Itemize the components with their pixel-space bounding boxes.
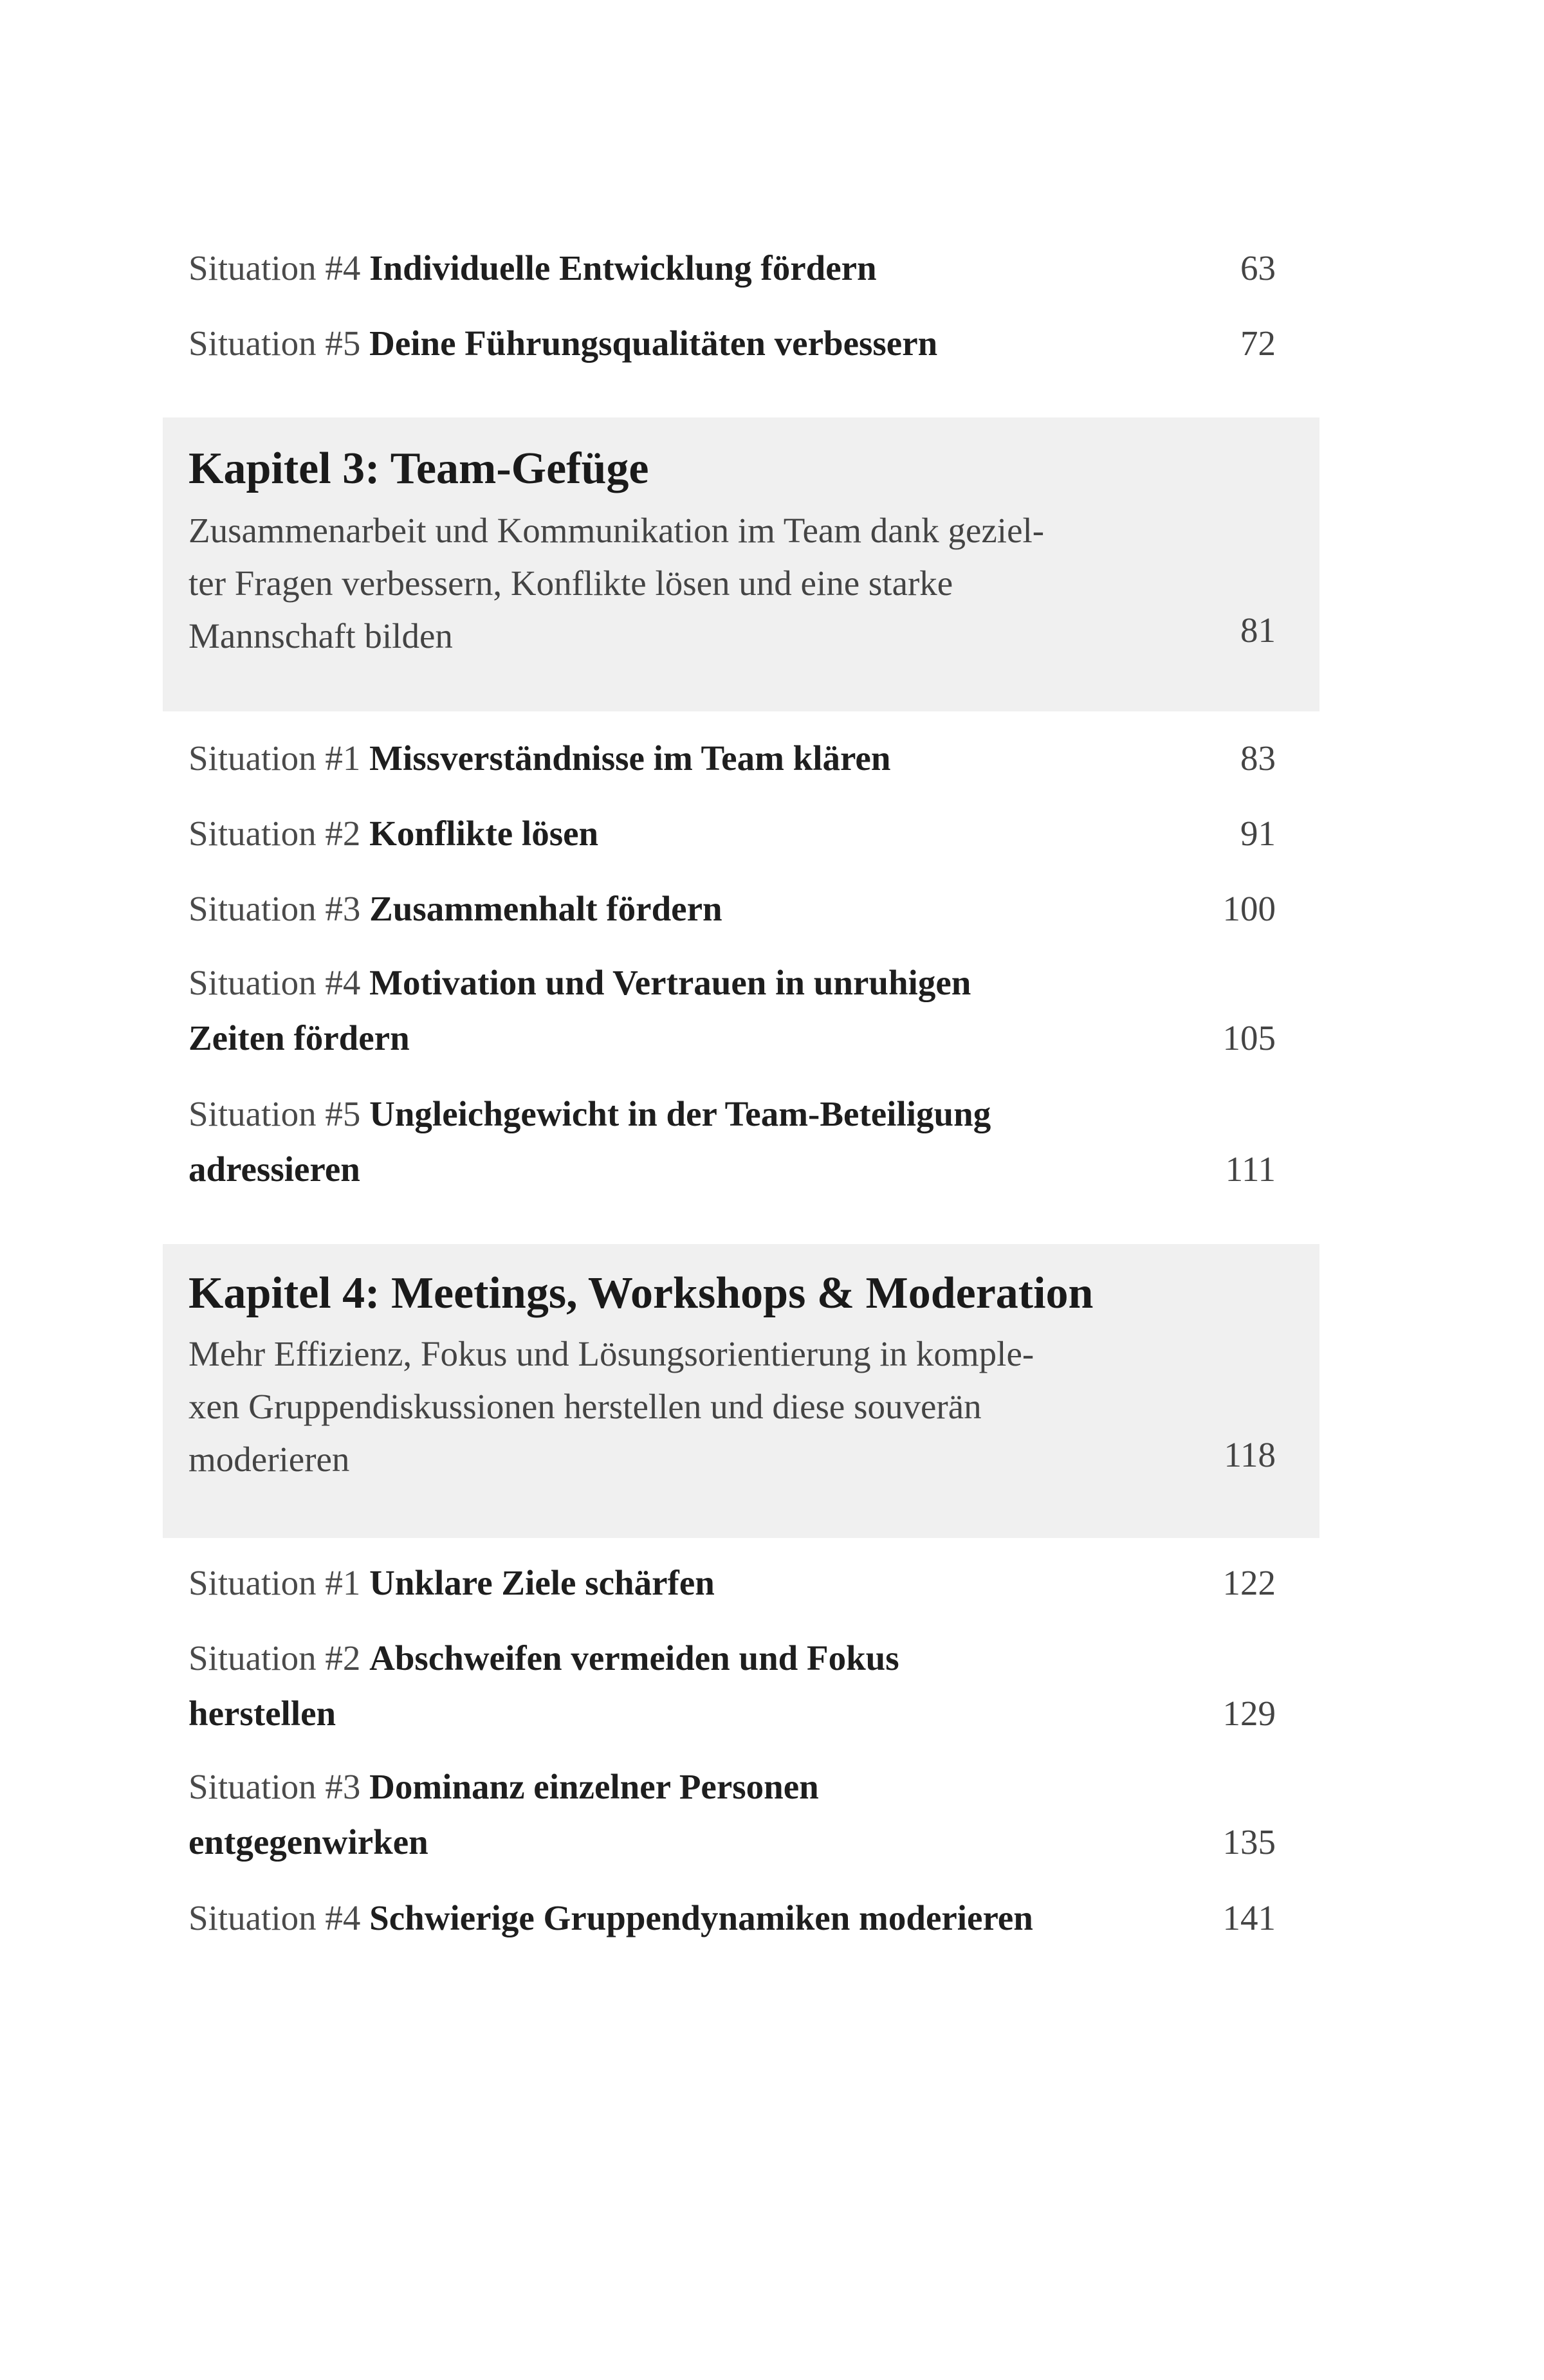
entry-title: Dominanz einzelner Personen entgegenwirken xyxy=(188,1767,819,1862)
toc-entry[interactable] xyxy=(188,1759,1276,1870)
entry-page: 111 xyxy=(1225,1149,1276,1189)
chapter-description: Zusammenarbeit und Kommunikation im Team dank geziel- ter Fragen verbessern, Konflikte lösen und eine starke Mannschaft bilden xyxy=(188,511,1045,655)
entry-title: Unklare Ziele schärfen xyxy=(369,1563,715,1602)
entry-label: Situation #1 xyxy=(188,738,361,778)
toc-entry[interactable] xyxy=(188,1631,1276,1741)
toc-entry[interactable] xyxy=(188,1086,1276,1197)
toc-entry[interactable] xyxy=(188,881,1276,937)
chapter-page: 81 xyxy=(1240,610,1276,650)
entry-page: 63 xyxy=(1240,248,1276,288)
entry-title: Schwierige Gruppendynamiken moderieren xyxy=(369,1898,1033,1937)
chapter-4-header[interactable] xyxy=(163,1244,1319,1538)
toc-entry[interactable] xyxy=(188,1555,1276,1611)
entry-page: 105 xyxy=(1222,1018,1276,1057)
entry-label: Situation #5 xyxy=(188,324,361,363)
entry-title: Abschweifen vermeiden und Fokus herstellen xyxy=(188,1638,899,1733)
toc-entry[interactable] xyxy=(188,1890,1276,1946)
entry-label: Situation #2 xyxy=(188,1638,361,1678)
entry-label: Situation #4 xyxy=(188,1898,361,1937)
entry-title: Zusammenhalt fördern xyxy=(369,889,722,928)
entry-label: Situation #4 xyxy=(188,248,361,288)
entry-label: Situation #1 xyxy=(188,1563,361,1602)
entry-page: 122 xyxy=(1222,1563,1276,1602)
entry-page: 83 xyxy=(1240,738,1276,778)
toc-entry[interactable] xyxy=(188,241,1276,296)
toc-entry[interactable] xyxy=(188,806,1276,861)
entry-page: 91 xyxy=(1240,814,1276,853)
entry-page: 135 xyxy=(1222,1822,1276,1862)
entry-label: Situation #3 xyxy=(188,889,361,928)
toc-entry[interactable] xyxy=(188,955,1276,1066)
entry-page: 100 xyxy=(1222,889,1276,928)
entry-page: 129 xyxy=(1222,1694,1276,1733)
toc-entry[interactable] xyxy=(188,316,1276,371)
entry-title: Deine Führungsqualitäten verbessern xyxy=(369,324,938,363)
chapter-3-header[interactable] xyxy=(163,417,1319,711)
chapter-title: Kapitel 3: Team-Gefüge xyxy=(188,444,649,493)
entry-title: Individuelle Entwicklung fördern xyxy=(369,248,877,288)
chapter-page: 118 xyxy=(1224,1435,1276,1474)
toc-entry[interactable] xyxy=(188,731,1276,786)
entry-label: Situation #3 xyxy=(188,1767,361,1806)
chapter-description: Mehr Effizienz, Fokus und Lösungsorientierung in komple- xen Gruppendiskussionen herstellen und diese souverän moderieren xyxy=(188,1334,1034,1479)
entry-title: Motivation und Vertrauen in unruhigen Zeiten fördern xyxy=(188,963,971,1057)
entry-label: Situation #4 xyxy=(188,963,361,1002)
entry-label: Situation #2 xyxy=(188,814,361,853)
entry-label: Situation #5 xyxy=(188,1094,361,1133)
entry-title: Missverständnisse im Team klären xyxy=(369,738,891,778)
chapter-title: Kapitel 4: Meetings, Workshops & Moderation xyxy=(188,1268,1094,1318)
entry-page: 72 xyxy=(1240,324,1276,363)
entry-page: 141 xyxy=(1222,1898,1276,1937)
entry-title: Ungleichgewicht in der Team-Beteiligung adressieren xyxy=(188,1094,991,1189)
entry-title: Konflikte lösen xyxy=(369,814,599,853)
